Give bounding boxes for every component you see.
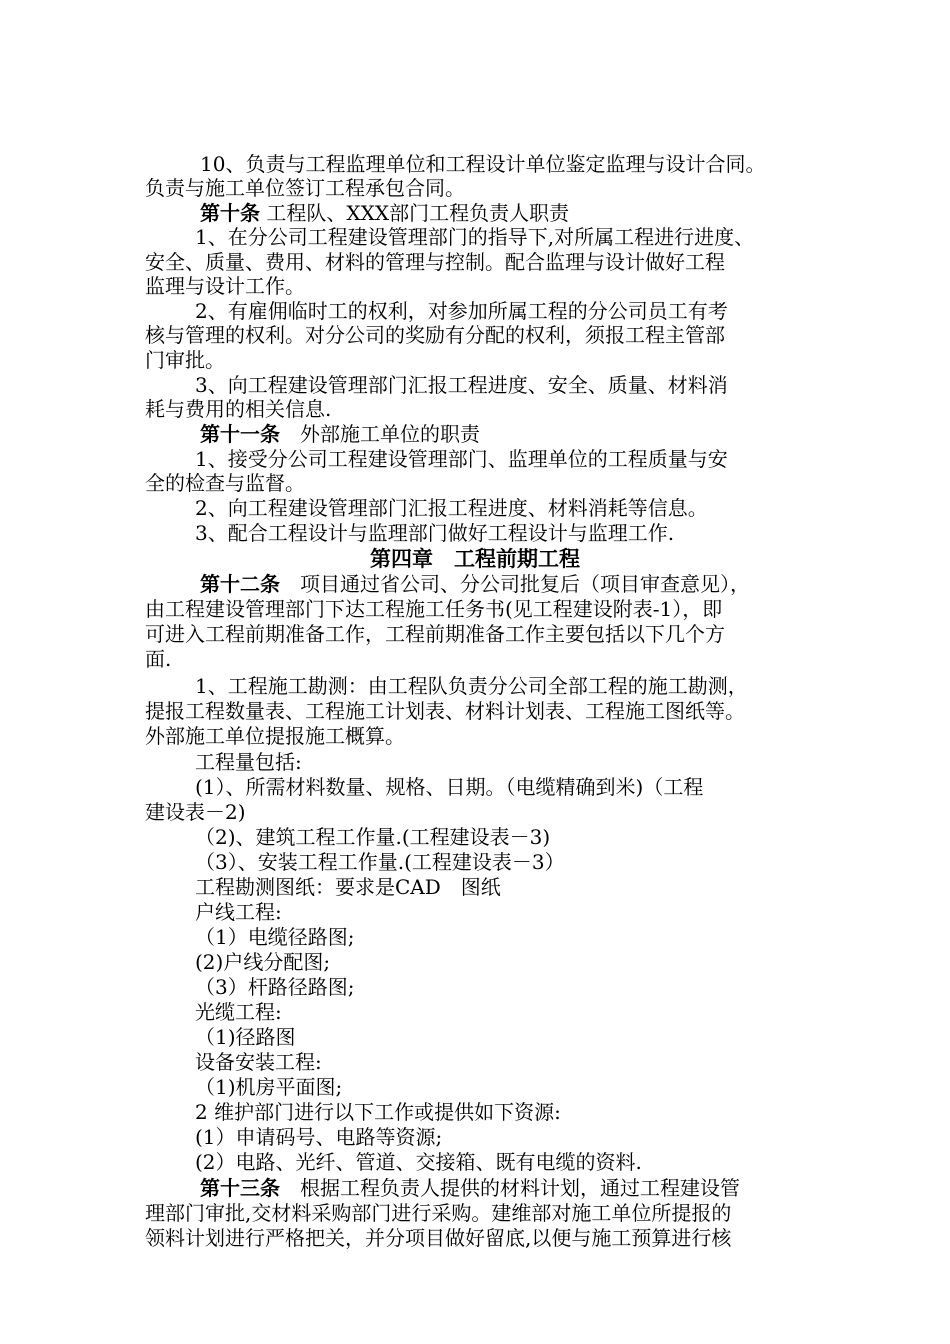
article-number: 第十一条: [200, 422, 280, 446]
article-text: 根据工程负责人提供的材料计划，通过工程建设管: [300, 1176, 740, 1200]
paragraph-line: 3、配合工程设计与监理部门做好工程设计与监理工作.: [195, 521, 675, 545]
paragraph-line: 1、接受分公司工程建设管理部门、监理单位的工程质量与安: [195, 447, 728, 471]
article-11-heading: [200, 422, 480, 446]
paragraph-line: （1）电缆径路图;: [195, 925, 355, 949]
paragraph-line: 耗与费用的相关信息.: [145, 397, 332, 421]
paragraph-line: 1、在分公司工程建设管理部门的指导下,对所属工程进行进度、: [195, 225, 755, 249]
article-title: 工程队、XXX部门工程负责人职责: [266, 201, 570, 225]
paragraph-line: 可进入工程前期准备工作，工程前期准备工作主要包括以下几个方: [145, 622, 725, 646]
paragraph-line: 全的检查与监督。: [145, 471, 305, 495]
paragraph-line: 2 维护部门进行以下工作或提供如下资源:: [195, 1100, 561, 1124]
paragraph-line: (2）电路、光纤、管道、交接箱、既有电缆的资料.: [195, 1150, 642, 1174]
article-number: 第十条: [200, 201, 260, 225]
paragraph-line: 1、工程施工勘测：由工程队负责分公司全部工程的施工勘测，: [195, 674, 748, 698]
article-number: 第十三条: [200, 1176, 280, 1200]
paragraph-line: 工程量包括:: [195, 750, 302, 774]
paragraph-line: (2)户线分配图;: [195, 950, 331, 974]
paragraph-line: 核与管理的权利。对分公司的奖励有分配的权利，须报工程主管部: [145, 323, 725, 347]
paragraph-line: 安全、质量、费用、材料的管理与控制。配合监理与设计做好工程: [145, 250, 725, 274]
paragraph-line: 2、有雇佣临时工的权利，对参加所属工程的分公司员工有考: [195, 299, 728, 323]
paragraph-line: （3）、安装工程工作量.(工程建设表－3）: [195, 850, 565, 874]
paragraph-line: (1）、所需材料数量、规格、日期。（电缆精确到米)（工程: [195, 775, 704, 799]
paragraph-line: 提报工程数量表、工程施工计划表、材料计划表、工程施工图纸等。: [145, 699, 745, 723]
article-12-heading: [200, 572, 750, 596]
paragraph-line: 建设表－2): [145, 800, 246, 824]
article-13-heading: [200, 1176, 740, 1200]
article-10-heading: [200, 201, 569, 225]
paragraph-line: 负责与施工单位签订工程承包合同。: [145, 176, 465, 200]
paragraph-line: 工程勘测图纸：要求是CAD 图纸: [195, 875, 501, 899]
paragraph-line: 户线工程:: [195, 900, 282, 924]
paragraph-line: 理部门审批,交材料采购部门进行采购。建维部对施工单位所提报的: [145, 1201, 732, 1225]
article-number: 第十二条: [200, 572, 280, 596]
paragraph-line: 门审批。: [145, 348, 225, 372]
article-title: 外部施工单位的职责: [300, 422, 480, 446]
paragraph-line: 外部施工单位提报施工概算。: [145, 724, 405, 748]
paragraph-line: 光缆工程:: [195, 1000, 282, 1024]
paragraph-line: (1）申请码号、电路等资源;: [195, 1125, 443, 1149]
paragraph-line: 监理与设计工作。: [145, 274, 305, 298]
article-text: 项目通过省公司、分公司批复后（项目审查意见），: [300, 572, 750, 596]
paragraph-line: （1)机房平面图;: [195, 1075, 343, 1099]
paragraph-line: （1)径路图: [195, 1025, 296, 1049]
chapter-heading: 第四章 工程前期工程: [370, 546, 580, 571]
paragraph-line: 面.: [145, 647, 172, 671]
paragraph-line: 2、向工程建设管理部门汇报工程进度、材料消耗等信息。: [195, 496, 708, 520]
paragraph-line: 3、向工程建设管理部门汇报工程进度、安全、质量、材料消: [195, 373, 728, 397]
paragraph-line: （3）杆路径路图;: [195, 975, 355, 999]
paragraph-line: 领料计划进行严格把关，并分项目做好留底,以便与施工预算进行核: [145, 1226, 732, 1250]
paragraph-line: 设备安装工程:: [195, 1050, 322, 1074]
paragraph-line: （2)、建筑工程工作量.(工程建设表－3): [195, 825, 551, 849]
paragraph-line: 10、负责与工程监理单位和工程设计单位鉴定监理与设计合同。: [200, 152, 766, 176]
paragraph-line: 由工程建设管理部门下达工程施工任务书(见工程建设附表-1），即: [145, 597, 723, 621]
